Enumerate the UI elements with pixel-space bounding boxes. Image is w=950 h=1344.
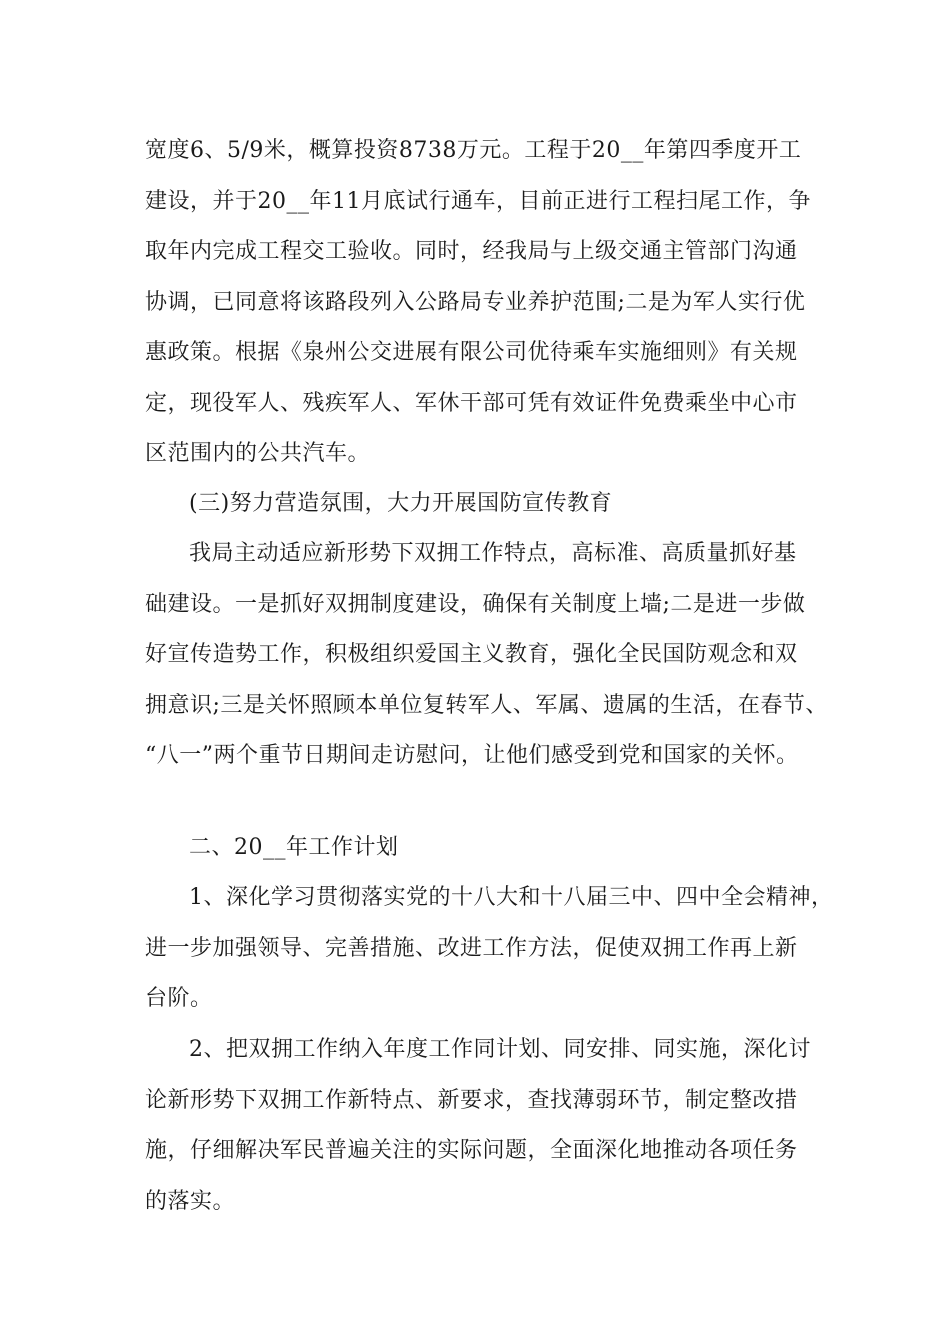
text-line: 1、深化学习贯彻落实党的十八大和十八届三中、四中全会精神， — [189, 885, 834, 910]
section3-heading: (三)努力营造氛围，大力开展国防宣传教育 — [189, 491, 613, 516]
text-line: 施，仔细解决军民普遍关注的实际问题，全面深化地推动各项任务 — [145, 1138, 798, 1163]
text-line: 2、把双拥工作纳入年度工作同计划、同安排、同实施，深化讨 — [189, 1037, 811, 1062]
text-line: 宽度6、5/9米，概算投资8738万元。工程于20__年第四季度开工 — [145, 138, 802, 163]
text-line: 拥意识;三是关怀照顾本单位复转军人、军属、遗属的生活，在春节、 — [145, 692, 828, 718]
text-line: 我局主动适应新形势下双拥工作特点，高标准、高质量抓好基 — [189, 541, 797, 566]
text-line: 定，现役军人、残疾军人、军休干部可凭有效证件免费乘坐中心市 — [145, 390, 798, 416]
text-line: 好宣传造势工作，积极组织爱国主义教育，强化全民国防观念和双 — [145, 642, 798, 667]
text-line: 协调，已同意将该路段列入公路局专业养护范围;二是为军人实行优 — [145, 289, 806, 315]
plan-item-1 — [145, 873, 834, 1025]
text-line: 的落实。 — [145, 1188, 236, 1214]
section3-heading-block — [145, 479, 825, 530]
text-line: 区范围内的公共汽车。 — [145, 441, 371, 466]
text-line: 论新形势下双拥工作新特点、新要求，查找薄弱环节，制定整改措 — [145, 1087, 798, 1113]
text-line: “八一”两个重节日期间走访慰问，让他们感受到党和国家的关怀。 — [145, 743, 799, 768]
text-line: 进一步加强领导、完善措施、改进工作方法，促使双拥工作再上新 — [145, 935, 798, 961]
text-line: 础建设。一是抓好双拥制度建设，确保有关制度上墙;二是进一步做 — [145, 591, 806, 617]
text-line: 取年内完成工程交工验收。同时，经我局与上级交通主管部门沟通 — [145, 239, 798, 264]
plan-heading-block — [145, 823, 825, 874]
section3-body — [145, 529, 828, 782]
plan-item-2 — [145, 1025, 825, 1227]
text-line: 惠政策。根据《泉州公交进展有限公司优待乘车实施细则》有关规 — [145, 340, 798, 365]
text-line: 建设，并于20__年11月底试行通车，目前正进行工程扫尾工作，争 — [145, 188, 811, 214]
plan-heading: 二、20__年工作计划 — [189, 835, 399, 860]
text-line: 台阶。 — [145, 986, 213, 1011]
paragraph-continuation — [145, 126, 825, 480]
